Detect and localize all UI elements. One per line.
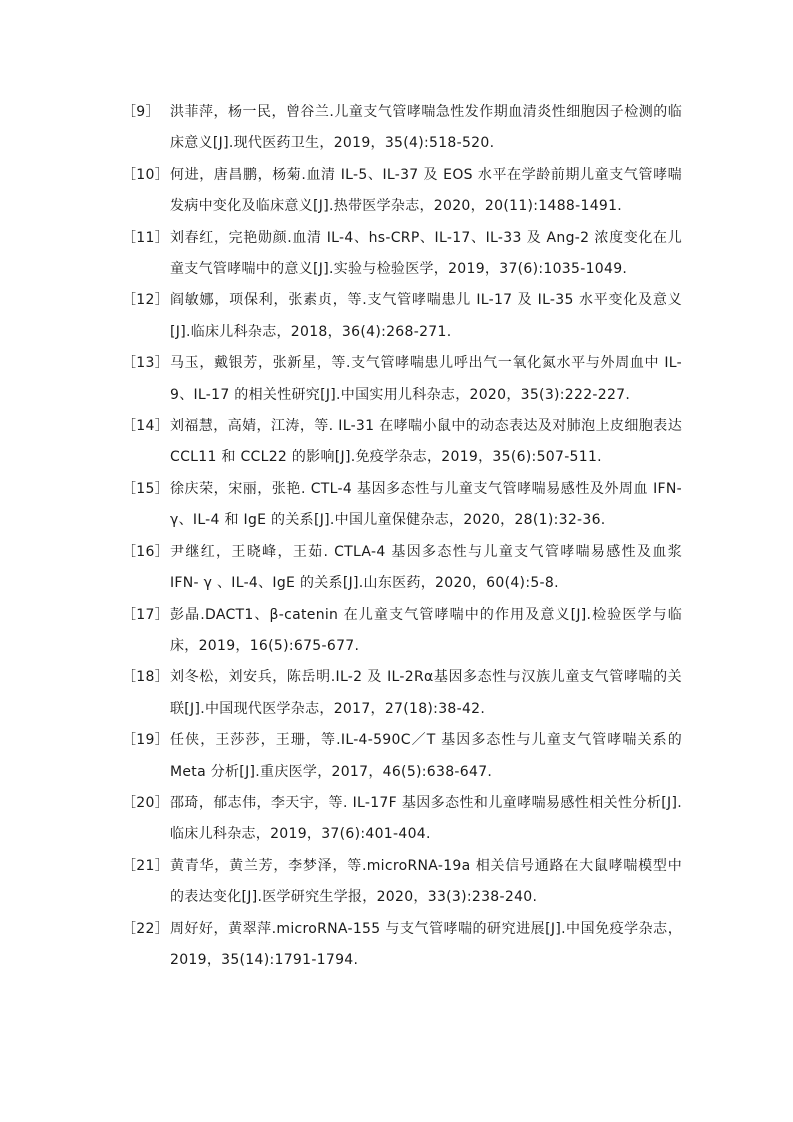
reference-text: 马玉，戴银芳，张新星，等.支气管哮喘患儿呼出气一氧化氮水平与外周血中 IL-9、IL-17 的相关性研究[J].中国实用儿科杂志，2020，35(3):222-227. [170, 355, 682, 403]
reference-text: 黄青华，黄兰芳，李梦泽，等.microRNA-19a 相关信号通路在大鼠哮喘模型中的表达变化[J].医学研究生学报，2020，33(3):238-240. [170, 857, 682, 906]
reference-item [122, 223, 682, 286]
reference-number: ［21］ [122, 857, 170, 874]
reference-number: ［10］ [122, 166, 170, 183]
reference-number: ［15］ [122, 480, 170, 497]
reference-number: ［9］ [122, 104, 160, 120]
reference-text: 任侠，王莎莎，王珊，等.IL-4-590C／T 基因多态性与儿童支气管哮喘关系的 Meta 分析[J].重庆医学，2017，46(5):638-647. [170, 732, 682, 780]
reference-item [122, 160, 682, 223]
reference-item [122, 788, 682, 851]
reference-text: 周好好，黄翠萍.microRNA-155 与支气管哮喘的研究进展[J].中国免疫学杂志，2019，35(14):1791-1794. [170, 920, 682, 968]
reference-text: 徐庆荣，宋丽，张艳. CTL-4 基因多态性与儿童支气管哮喘易感性及外周血 IFN-γ、IL-4 和 IgE 的关系[J].中国儿童保健杂志，2020，28(1):32-36. [170, 480, 682, 529]
reference-item [122, 662, 682, 725]
reference-text: 阎敏娜，项保利，张素贞，等.支气管哮喘患儿 IL-17 及 IL-35 水平变化及意义[J].临床儿科杂志，2018，36(4):268-271. [170, 292, 682, 340]
reference-number: ［13］ [122, 355, 170, 372]
reference-list [122, 97, 682, 976]
reference-text: 刘冬松，刘安兵，陈岳明.IL-2 及 IL-2Rα基因多态性与汉族儿童支气管哮喘的关联[J].中国现代医学杂志，2017，27(18):38-42. [170, 669, 682, 717]
reference-text: 刘春红，完艳勋颜.血清 IL-4、hs-CRP、IL-17、IL-33 及 Ang-2 浓度变化在儿童支气管哮喘中的意义[J].实验与检验医学，2019，37(6):1035-1049. [170, 229, 682, 278]
reference-text: 尹继红，王晓峰，王茹. CTLA-4 基因多态性与儿童支气管哮喘易感性及血浆 IFN- γ 、IL-4、IgE 的关系[J].山东医药，2020，60(4):5-8. [170, 543, 682, 592]
reference-item [122, 285, 682, 348]
reference-number: ［20］ [122, 794, 170, 811]
reference-text: 洪菲萍，杨一民，曾谷兰.儿童支气管哮喘急性发作期血清炎性细胞因子检测的临床意义[J].现代医药卫生，2019，35(4):518-520. [170, 104, 682, 152]
reference-number: ［22］ [122, 920, 170, 937]
reference-number: ［17］ [122, 606, 170, 623]
reference-number: ［12］ [122, 292, 170, 309]
reference-text: 何进，唐昌鹏，杨菊.血清 IL-5、IL-37 及 EOS 水平在学龄前期儿童支气管哮喘发病中变化及临床意义[J].热带医学杂志，2020，20(11):1488-1491. [170, 166, 682, 215]
reference-number: ［14］ [122, 418, 170, 435]
reference-number: ［16］ [122, 543, 170, 560]
reference-item [122, 348, 682, 411]
reference-number: ［18］ [122, 669, 170, 686]
reference-text: 邵琦，郁志伟，李天宇，等. IL-17F 基因多态性和儿童哮喘易感性相关性分析[J].临床儿科杂志，2019，37(6):401-404. [170, 794, 682, 843]
reference-text: 刘福慧，高婧，江涛，等. IL-31 在哮喘小鼠中的动态表达及对肺泡上皮细胞表达 CCL11 和 CCL22 的影响[J].免疫学杂志，2019，35(6):507-511. [170, 418, 682, 466]
reference-item [122, 725, 682, 788]
reference-item [122, 851, 682, 914]
reference-number: ［11］ [122, 229, 170, 246]
reference-item [122, 474, 682, 537]
reference-item [122, 97, 682, 160]
reference-item [122, 537, 682, 600]
reference-item [122, 914, 682, 977]
reference-text: 彭晶.DACT1、β-catenin 在儿童支气管哮喘中的作用及意义[J].检验医学与临床，2019，16(5):675-677. [170, 606, 682, 654]
reference-item [122, 411, 682, 474]
reference-number: ［19］ [122, 732, 170, 749]
reference-item [122, 600, 682, 663]
